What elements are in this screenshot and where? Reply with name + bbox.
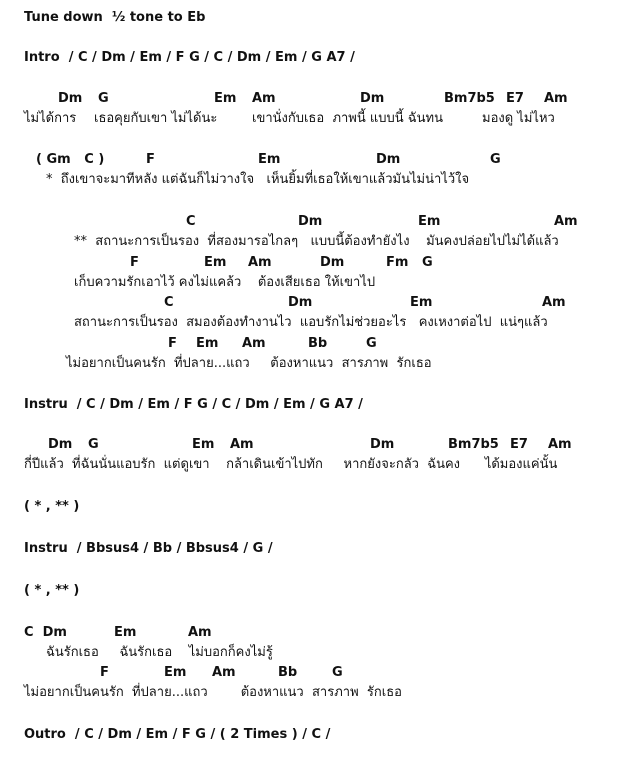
verse2-lyric-line: กี่ปีแล้ว ที่ฉันนั่นแอบรัก แต่ดูเขา กล้าเดินเข้าไปทัก หากยังจะกลัว ฉันคง ได้มองแค่นั้น xyxy=(24,457,558,472)
chord: Fm xyxy=(386,255,409,270)
chord: Bm7b5 xyxy=(448,437,499,452)
chord: Dm xyxy=(376,152,401,167)
chord: F xyxy=(130,255,139,270)
chord: Am xyxy=(212,665,236,680)
chord: C xyxy=(164,295,174,310)
chord: Am xyxy=(548,437,572,452)
chord: Dm xyxy=(320,255,345,270)
chord: G xyxy=(366,336,377,351)
lyric-segment: มองดู ไม่ไหว xyxy=(482,111,555,126)
chord: Em xyxy=(258,152,281,167)
pre-chorus-lyric-line: * ถึงเขาจะมาทีหลัง แต่ฉันก็ไม่วางใจ เห็นยิ้มที่เธอให้เขาแล้วมันไม่น่าไว้ใจ xyxy=(46,172,470,187)
chord: E7 xyxy=(506,91,524,106)
chord: G xyxy=(490,152,501,167)
chord: Dm xyxy=(298,214,323,229)
chorus-lyric-line-4: ไม่อยากเป็นคนรัก ที่ปลาย...แถว ต้องหาแนว สารภาพ รักเธอ xyxy=(66,356,432,371)
chorus-lyric-line-2: เก็บความรักเอาไว้ คงไม่แคล้ว ต้องเสียเธอ ให้เขาไป xyxy=(74,275,376,290)
chord: Em xyxy=(418,214,441,229)
chord: Dm xyxy=(360,91,385,106)
chord: Em xyxy=(204,255,227,270)
chord: E7 xyxy=(510,437,528,452)
lyric-segment: เขานั่งกับเธอ ภาพนี้ แบบนี้ ฉันทน xyxy=(252,111,443,126)
chord: F xyxy=(168,336,177,351)
chord: G xyxy=(98,91,109,106)
chord: Am xyxy=(242,336,266,351)
chord: Em xyxy=(196,336,219,351)
chorus-chord-line-4 xyxy=(0,336,620,448)
coda-lyric-line-2: ไม่อยากเป็นคนรัก ที่ปลาย...แถว ต้องหาแนว สารภาพ รักเธอ xyxy=(24,685,402,700)
instru-line-2: Instru / Bbsus4 / Bb / Bbsus4 / G / xyxy=(24,541,273,556)
chord: Dm xyxy=(58,91,83,106)
chord: Dm xyxy=(288,295,313,310)
instru-line-1: Instru / C / Dm / Em / F G / C / Dm / Em / G A7 / xyxy=(24,397,363,412)
chord: Em xyxy=(114,625,137,640)
chord: Em xyxy=(164,665,187,680)
coda-lyric-line-1: ฉันรักเธอ ฉันรักเธอ ไม่บอกก็คงไม่รู้ xyxy=(46,645,273,660)
intro-line: Intro / C / Dm / Em / F G / C / Dm / Em / G A7 / xyxy=(24,50,355,65)
lyric-segment: ไม่ได้การ xyxy=(24,111,77,126)
chord: Am xyxy=(542,295,566,310)
chord: ( Gm C ) xyxy=(36,152,105,167)
chord: Bm7b5 xyxy=(444,91,495,106)
chord: Bb xyxy=(308,336,328,351)
chord: Am xyxy=(188,625,212,640)
chord: Em xyxy=(214,91,237,106)
chord: G xyxy=(422,255,433,270)
chorus-lyric-line-3: สถานะการเป็นรอง สมองต้องทำงานไว แอบรักไม่ช่วยอะไร คงเหงาต่อไป แน่ๆแล้ว xyxy=(74,315,548,330)
chord: Dm xyxy=(48,437,73,452)
lyric-segment: เธอคุยกับเขา ไม่ได้นะ xyxy=(94,111,218,126)
chord: Am xyxy=(252,91,276,106)
chord: Bb xyxy=(278,665,298,680)
tuning-note: Tune down ½ tone to Eb xyxy=(24,10,206,25)
chord: Em xyxy=(192,437,215,452)
outro-line: Outro / C / Dm / Em / F G / ( 2 Times ) / C / xyxy=(24,727,331,742)
chord: F xyxy=(146,152,155,167)
chord: Am xyxy=(544,91,568,106)
repeat-marker-1: ( * , ** ) xyxy=(24,499,80,514)
chord: Am xyxy=(248,255,272,270)
coda-chord-line-2 xyxy=(0,665,620,777)
chord: Dm xyxy=(370,437,395,452)
chord: Am xyxy=(554,214,578,229)
chord: Am xyxy=(230,437,254,452)
chorus-lyric-line-1: ** สถานะการเป็นรอง ที่สองมารอไกลๆ แบบนี้ต้องทำยังไง มันคงปล่อยไปไม่ได้แล้ว xyxy=(74,234,559,249)
chord: C Dm xyxy=(24,625,67,640)
chord: C xyxy=(186,214,196,229)
repeat-marker-2: ( * , ** ) xyxy=(24,583,80,598)
chord: F xyxy=(100,665,109,680)
chord: G xyxy=(88,437,99,452)
chord: G xyxy=(332,665,343,680)
chord: Em xyxy=(410,295,433,310)
